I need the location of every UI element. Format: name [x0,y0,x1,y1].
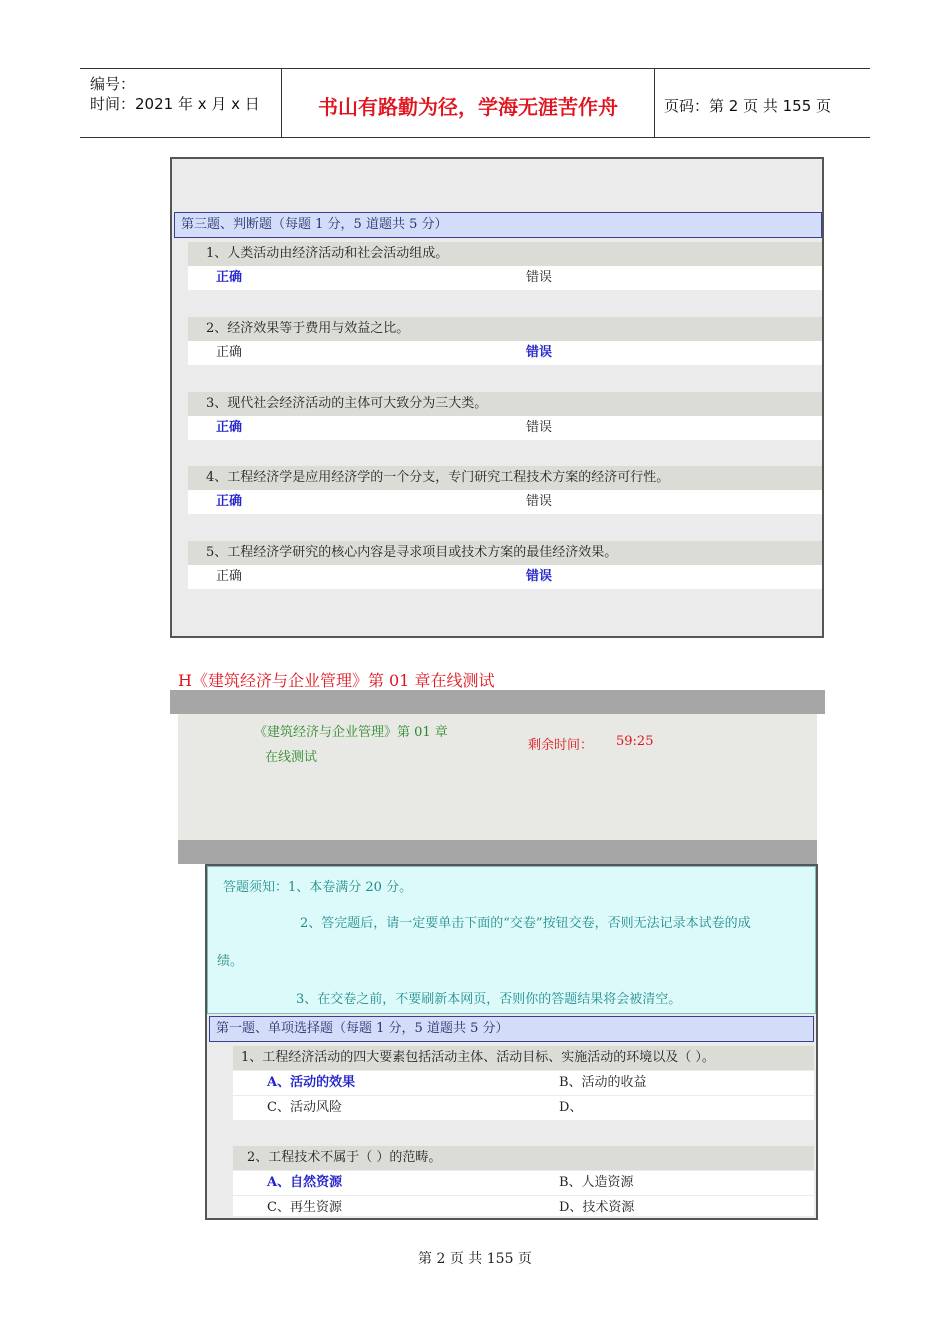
question-row: 5、工程经济学研究的核心内容是寻求项目或技术方案的最佳经济效果。 [188,541,822,565]
option-false[interactable]: 错误 [526,345,553,360]
answer-row [233,1196,814,1216]
option-false[interactable]: 错误 [526,270,553,285]
time-label: 时间：2021 年 x 月 x 日 [90,95,260,113]
option-c[interactable]: C、再生资源 [267,1200,342,1215]
header-left-cell [80,69,282,137]
page-footer: 第 2 页 共 155 页 [418,1251,532,1267]
option-c[interactable]: C、活动风险 [267,1100,342,1115]
answer-row [188,490,822,514]
header-right-cell [655,69,870,137]
number-label: 编号： [90,75,136,93]
answer-row [188,565,822,589]
option-true[interactable]: 正确 [216,420,243,435]
question-row: 1、人类活动由经济活动和社会活动组成。 [188,242,822,266]
test-title-line1: 《建筑经济与企业管理》第 01 章 [254,725,448,740]
option-false[interactable]: 错误 [526,569,553,584]
answer-row [188,416,822,440]
document-header [80,68,870,138]
question-row: 3、现代社会经济活动的主体可大致分为三大类。 [188,392,822,416]
choice-quiz-box [205,864,818,1220]
remaining-time-label: 剩余时间： [528,738,594,753]
notice-line: 答题须知：1、本卷满分 20 分。 [223,880,413,895]
notice-line: 3、在交卷之前，不要刷新本网页，否则你的答题结果将会被清空。 [296,992,682,1007]
test-link-title[interactable]: H《建筑经济与企业管理》第 01 章在线测试 [178,671,495,690]
option-true[interactable]: 正确 [216,270,243,285]
option-true[interactable]: 正确 [216,345,243,360]
option-d[interactable]: D、技术资源 [559,1200,635,1215]
question-row: 1、工程经济活动的四大要素包括活动主体、活动目标、实施活动的环境以及（ ）。 [233,1046,814,1070]
option-d[interactable]: D、 [559,1100,583,1115]
test-title-line2: 在线测试 [265,750,318,765]
answer-row [188,266,822,290]
answer-row [233,1171,814,1195]
question-row: 2、工程技术不属于（ ）的范畴。 [233,1146,814,1170]
option-true[interactable]: 正确 [216,494,243,509]
notice-line: 2、答完题后，请一定要单击下面的“交卷”按钮交卷，否则无法记录本试卷的成 [300,916,751,931]
option-false[interactable]: 错误 [526,494,553,509]
panel-top-bar [170,690,825,714]
option-b[interactable]: B、活动的收益 [559,1075,647,1090]
page-label: 页码：第 2 页 共 155 页 [664,97,832,115]
test-info-panel [178,714,817,840]
remaining-time-value: 59:25 [616,734,654,749]
judgement-quiz-box [170,157,824,638]
question-row: 4、工程经济学是应用经济学的一个分支，专门研究工程技术方案的经济可行性。 [188,466,822,490]
motto: 书山有路勤为径，学海无涯苦作舟 [318,95,618,119]
option-a[interactable]: A、活动的效果 [267,1075,356,1090]
option-b[interactable]: B、人造资源 [559,1175,634,1190]
option-true[interactable]: 正确 [216,569,243,584]
notice-box [207,866,816,1014]
header-center-cell [282,69,655,137]
panel-bottom-bar [178,840,817,864]
section-title: 第一题、单项选择题（每题 1 分，5 道题共 5 分） [209,1016,814,1042]
section-title: 第三题、判断题（每题 1 分，5 道题共 5 分） [174,212,822,238]
question-row: 2、经济效果等于费用与效益之比。 [188,317,822,341]
notice-line: 绩。 [217,954,244,969]
option-a[interactable]: A、自然资源 [267,1175,343,1190]
answer-row [233,1096,814,1120]
option-false[interactable]: 错误 [526,420,553,435]
answer-row [188,341,822,365]
answer-row [233,1071,814,1095]
